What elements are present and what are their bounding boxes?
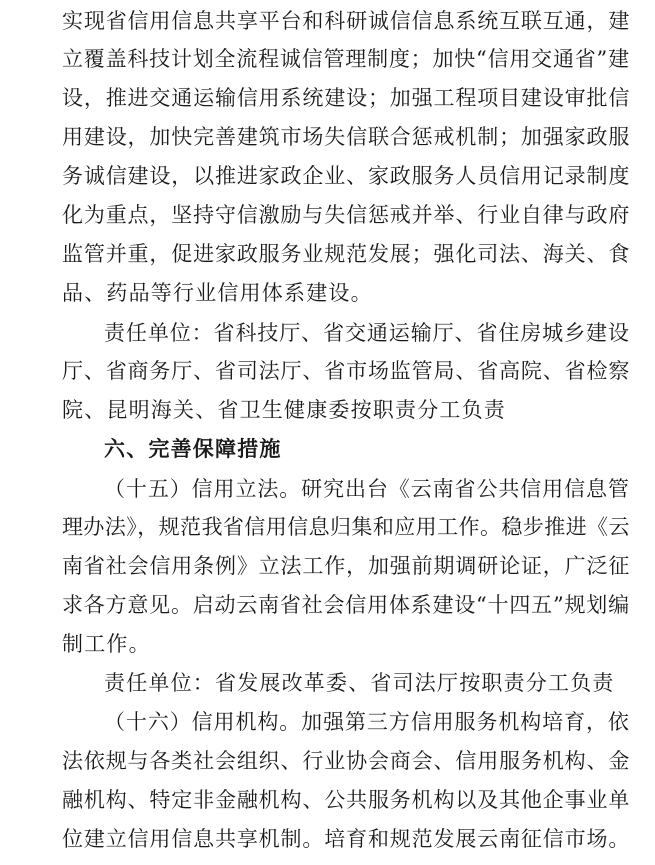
paragraph-line: 化为重点，坚持守信激励与失信惩戒并举、行业自律与政府 (62, 203, 631, 227)
paragraph-line: （十五）信用立法。研究出台《云南省公共信用信息管 (104, 477, 630, 501)
paragraph-line: 法依规与各类社会组织、行业协会商会、信用服务机构、金 (62, 749, 631, 773)
section-heading: 六、完善保障措施 (104, 436, 282, 461)
paragraph-line: 设，推进交通运输信用系统建设；加强工程项目建设审批信 (62, 86, 631, 110)
responsibility-line: 厅、省商务厅、省司法厅、省市场监管局、省高院、省检察 (62, 359, 631, 383)
responsibility-line: 院、昆明海关、省卫生健康委按职责分工负责 (62, 398, 506, 422)
paragraph-line: 位建立信用信息共享机制。培育和规范发展云南征信市场。 (62, 827, 631, 851)
paragraph-line: 制工作。 (62, 632, 151, 656)
paragraph-line: 求各方意见。启动云南省社会信用体系建设“十四五”规划编 (62, 593, 630, 617)
paragraph-line: 实现省信用信息共享平台和科研诚信信息系统互联互通，建 (62, 9, 631, 33)
paragraph-line: 监管并重，促进家政服务业规范发展；强化司法、海关、食 (62, 242, 631, 266)
paragraph-line: （十六）信用机构。加强第三方信用服务机构培育，依 (104, 710, 630, 734)
paragraph-line: 用建设，加快完善建筑市场失信联合惩戒机制；加强家政服 (62, 125, 631, 149)
paragraph-line: 立覆盖科技计划全流程诚信管理制度；加快“信用交通省”建 (62, 47, 630, 71)
paragraph-line: 务诚信建设，以推进家政企业、家政服务人员信用记录制度 (62, 164, 631, 188)
paragraph-line: 品、药品等行业信用体系建设。 (62, 281, 373, 305)
paragraph-line: 理办法》，规范我省信用信息归集和应用工作。稳步推进《云 (62, 515, 630, 539)
responsibility-line: 责任单位：省科技厅、省交通运输厅、省住房城乡建设 (104, 321, 630, 345)
responsibility-line: 责任单位：省发展改革委、省司法厅按职责分工负责 (104, 671, 615, 695)
paragraph-line: 南省社会信用条例》立法工作，加强前期调研论证，广泛征 (62, 554, 631, 578)
paragraph-line: 融机构、特定非金融机构、公共服务机构以及其他企事业单 (62, 788, 631, 812)
